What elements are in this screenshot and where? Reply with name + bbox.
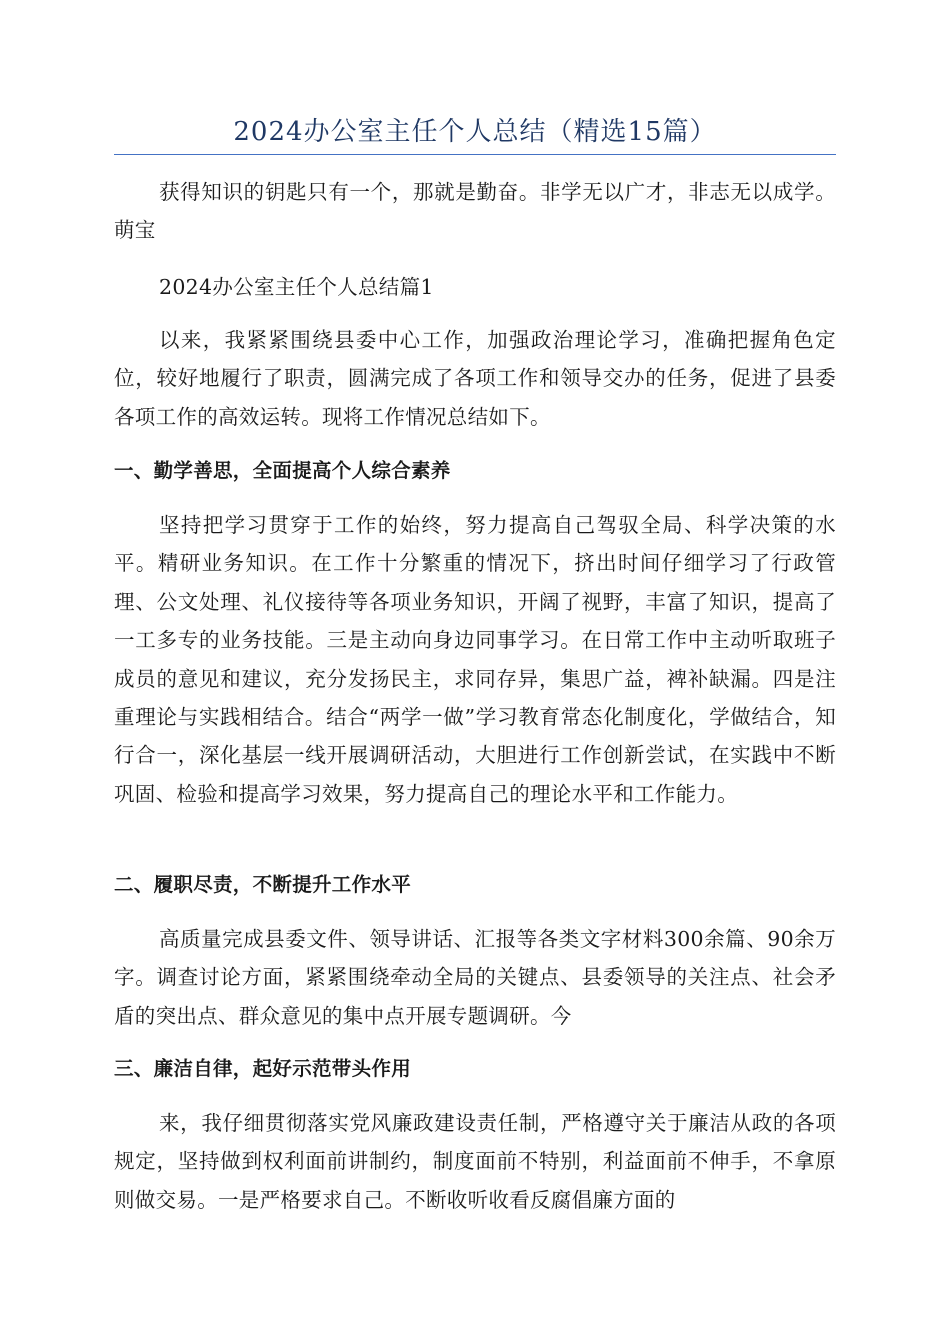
document-title: 2024办公室主任个人总结（精选15篇） <box>233 117 717 147</box>
paragraph-1: 以来，我紧紧围绕县委中心工作，加强政治理论学习，准确把握角色定位，较好地履行了职责，圆满完成了各项工作和领导交办的任务，促进了县委各项工作的高效运转。现将工作情况总结如下。 <box>114 328 836 429</box>
title-underline <box>114 154 836 155</box>
section-3-heading: 三、廉洁自律，起好示范带头作用 <box>114 1057 412 1080</box>
section-1-heading: 一、勤学善思，全面提高个人综合素养 <box>114 459 451 482</box>
article-heading: 2024办公室主任个人总结篇1 <box>159 275 434 299</box>
section-2-body: 高质量完成县委文件、领导讲话、汇报等各类文字材料300余篇、90余万字。调查讨论方面，紧紧围绕牵动全局的关键点、县委领导的关注点、社会矛盾的突出点、群众意见的集中点开展专题调研。今 <box>114 927 836 1028</box>
section-3-body: 来，我仔细贯彻落实党风廉政建设责任制，严格遵守关于廉洁从政的各项规定，坚持做到权利面前讲制约，制度面前不特别，利益面前不伸手，不拿原则做交易。一是严格要求自己。不断收听收看反腐倡廉方面的 <box>114 1111 836 1212</box>
section-2-heading: 二、履职尽责，不断提升工作水平 <box>114 873 412 896</box>
intro-paragraph: 获得知识的钥匙只有一个，那就是勤奋。非学无以广才，非志无以成学。萌宝 <box>114 180 836 243</box>
section-1-body: 坚持把学习贯穿于工作的始终，努力提高自己驾驭全局、科学决策的水平。精研业务知识。在工作十分繁重的情况下，挤出时间仔细学习了行政管理、公文处理、礼仪接待等各项业务知识，开阔了视野，丰富了知识，提高了一工多专的业务技能。三是主动向身边同事学习。在日常工作中主动听取班子成员的意见和建议，充分发扬民主，求同存异，集思广益，裨补缺漏。四是注重理论与实践相结合。结合“两学一做”学习教育常态化制度化，学做结合，知行合一，深化基层一线开展调研活动，大胆进行工作创新尝试，在实践中不断巩固、检验和提高学习效果，努力提高自己的理论水平和工作能力。 <box>114 513 836 806</box>
